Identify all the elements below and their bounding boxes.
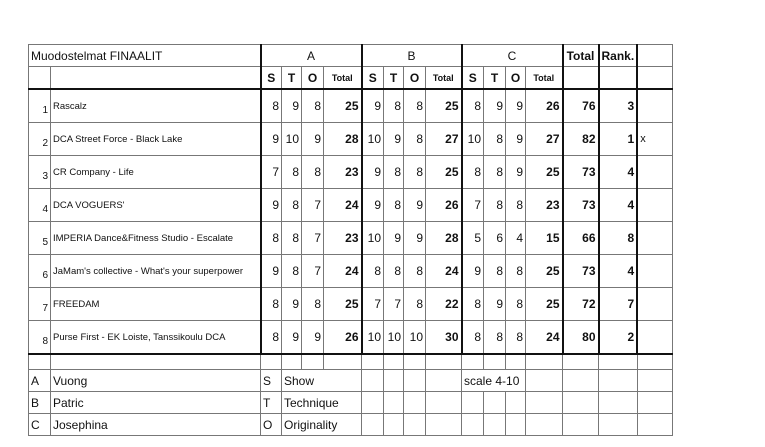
judge-b-total-score: 24 (426, 255, 462, 288)
judge-c-s-score: 7 (462, 189, 484, 222)
criterion-key: T (261, 392, 282, 414)
grand-total: 72 (563, 288, 599, 321)
judge-b-t-score: 9 (384, 123, 404, 156)
judge-c-t-score: 8 (484, 321, 506, 355)
judge-a-total-score: 28 (324, 123, 362, 156)
judge-name: Patric (51, 392, 261, 414)
rank: 2 (599, 321, 638, 355)
judge-a-total-score: 25 (324, 288, 362, 321)
judge-b-total-score: 25 (426, 156, 462, 189)
judge-b-t-score: 8 (384, 156, 404, 189)
grand-total: 73 (563, 189, 599, 222)
rank: 4 (599, 255, 638, 288)
team-name: CR Company - Life (51, 156, 261, 189)
judge-c-t-score: 8 (484, 189, 506, 222)
row-number: 3 (29, 156, 51, 189)
judge-b-total-score: 30 (426, 321, 462, 355)
mark (637, 288, 672, 321)
team-name: Purse First - EK Loiste, Tanssikoulu DCA (51, 321, 261, 355)
team-name: DCA VOGUERS' (51, 189, 261, 222)
judge-a-o-score: 8 (302, 156, 324, 189)
grand-total: 73 (563, 156, 599, 189)
judge-c-t-score: 9 (484, 288, 506, 321)
row-number: 5 (29, 222, 51, 255)
judge-b-s-score: 9 (362, 189, 384, 222)
judge-c-o-score: 9 (506, 156, 526, 189)
rank: 8 (599, 222, 638, 255)
judge-b-t-score: 10 (384, 321, 404, 355)
team-name: IMPERIA Dance&Fitness Studio - Escalate (51, 222, 261, 255)
judge-c-total-score: 26 (526, 89, 563, 123)
judge-b-s-score: 8 (362, 255, 384, 288)
sub-header-row (29, 67, 673, 90)
judge-b-s-score: 10 (362, 321, 384, 355)
judge-b-o-score: 9 (404, 222, 426, 255)
mark: x (637, 123, 672, 156)
judge-a-o-score: 8 (302, 288, 324, 321)
judge-b-o-score: 8 (404, 156, 426, 189)
judge-a-total-score: 25 (324, 89, 362, 123)
a-o: O (302, 67, 324, 90)
judge-b-o-score: 10 (404, 321, 426, 355)
scale-note: scale 4-10 (462, 370, 526, 392)
criterion-key: O (261, 414, 282, 436)
judge-a-t-score: 9 (282, 288, 302, 321)
judge-b-total-score: 25 (426, 89, 462, 123)
judge-c-total-score: 25 (526, 156, 563, 189)
grand-total: 76 (563, 89, 599, 123)
row-number: 8 (29, 321, 51, 355)
team-name: JaMam's collective - What's your superpower (51, 255, 261, 288)
judge-b-s-score: 10 (362, 123, 384, 156)
judge-a-s-score: 8 (261, 222, 282, 255)
judge-b-o-score: 9 (404, 189, 426, 222)
judge-a-o-score: 7 (302, 189, 324, 222)
c-t: T (484, 67, 506, 90)
table-row (29, 156, 673, 189)
judge-c-s-score: 8 (462, 288, 484, 321)
table-row (29, 89, 673, 123)
rank: 4 (599, 189, 638, 222)
team-name: FREEDAM (51, 288, 261, 321)
criterion-name: Show (282, 370, 362, 392)
judge-c-header: C (462, 45, 563, 67)
a-s: S (261, 67, 282, 90)
judge-b-total-score: 22 (426, 288, 462, 321)
judge-key: A (29, 370, 51, 392)
row-number: 7 (29, 288, 51, 321)
judge-b-o-score: 8 (404, 123, 426, 156)
judge-a-t-score: 9 (282, 321, 302, 355)
judge-b-total-score: 26 (426, 189, 462, 222)
judge-c-total-score: 15 (526, 222, 563, 255)
judge-c-o-score: 4 (506, 222, 526, 255)
row-number: 6 (29, 255, 51, 288)
a-t: T (282, 67, 302, 90)
judge-key: C (29, 414, 51, 436)
judge-b-o-score: 8 (404, 255, 426, 288)
judge-a-t-score: 8 (282, 156, 302, 189)
judge-c-total-score: 27 (526, 123, 563, 156)
table-row (29, 123, 673, 156)
judge-c-total-score: 25 (526, 288, 563, 321)
judge-a-s-score: 9 (261, 255, 282, 288)
team-name: Rascalz (51, 89, 261, 123)
judge-c-t-score: 8 (484, 123, 506, 156)
judge-b-t-score: 8 (384, 89, 404, 123)
judge-c-total-score: 25 (526, 255, 563, 288)
judge-a-s-score: 9 (261, 189, 282, 222)
mark (637, 156, 672, 189)
mark (637, 222, 672, 255)
judge-a-o-score: 8 (302, 89, 324, 123)
judge-b-s-score: 10 (362, 222, 384, 255)
judge-a-o-score: 9 (302, 123, 324, 156)
judge-b-s-score: 7 (362, 288, 384, 321)
judge-c-t-score: 6 (484, 222, 506, 255)
grand-total: 80 (563, 321, 599, 355)
judge-c-s-score: 10 (462, 123, 484, 156)
judge-b-t-score: 8 (384, 189, 404, 222)
judge-b-t-score: 7 (384, 288, 404, 321)
rank-header: Rank. (599, 45, 638, 67)
criterion-key: S (261, 370, 282, 392)
judge-a-total-score: 24 (324, 189, 362, 222)
c-o: O (506, 67, 526, 90)
judge-b-t-score: 9 (384, 222, 404, 255)
judge-key: B (29, 392, 51, 414)
judge-c-o-score: 8 (506, 321, 526, 355)
judge-c-s-score: 8 (462, 156, 484, 189)
row-number: 1 (29, 89, 51, 123)
judge-a-total-score: 23 (324, 156, 362, 189)
judge-b-header: B (362, 45, 462, 67)
judge-c-o-score: 8 (506, 288, 526, 321)
b-s: S (362, 67, 384, 90)
c-total: Total (526, 67, 563, 90)
judge-c-s-score: 8 (462, 89, 484, 123)
judge-c-o-score: 8 (506, 255, 526, 288)
judge-name: Vuong (51, 370, 261, 392)
judge-c-t-score: 8 (484, 156, 506, 189)
b-o: O (404, 67, 426, 90)
judge-a-header: A (261, 45, 362, 67)
judge-c-total-score: 24 (526, 321, 563, 355)
judge-b-o-score: 8 (404, 89, 426, 123)
judge-b-s-score: 9 (362, 156, 384, 189)
title-row (29, 45, 673, 67)
legend-row (29, 414, 673, 436)
judge-c-s-score: 9 (462, 255, 484, 288)
judge-b-s-score: 9 (362, 89, 384, 123)
judge-a-s-score: 9 (261, 123, 282, 156)
judge-c-t-score: 8 (484, 255, 506, 288)
judge-a-t-score: 10 (282, 123, 302, 156)
judge-b-o-score: 8 (404, 288, 426, 321)
criterion-name: Technique (282, 392, 362, 414)
judge-a-s-score: 7 (261, 156, 282, 189)
judge-a-total-score: 23 (324, 222, 362, 255)
b-t: T (384, 67, 404, 90)
judge-a-s-score: 8 (261, 288, 282, 321)
judge-a-s-score: 8 (261, 321, 282, 355)
grand-total: 82 (563, 123, 599, 156)
grand-total: 73 (563, 255, 599, 288)
judge-a-t-score: 8 (282, 255, 302, 288)
judge-b-t-score: 8 (384, 255, 404, 288)
mark (637, 89, 672, 123)
judge-b-total-score: 27 (426, 123, 462, 156)
table-row (29, 255, 673, 288)
team-name: DCA Street Force - Black Lake (51, 123, 261, 156)
results-table (28, 44, 673, 436)
total-header: Total (563, 45, 599, 67)
row-number: 4 (29, 189, 51, 222)
judge-a-t-score: 9 (282, 89, 302, 123)
mark (637, 189, 672, 222)
rank: 3 (599, 89, 638, 123)
judge-name: Josephina (51, 414, 261, 436)
legend-row (29, 392, 673, 414)
mark (637, 321, 672, 355)
judge-a-s-score: 8 (261, 89, 282, 123)
table-row (29, 189, 673, 222)
table-row (29, 288, 673, 321)
criterion-name: Originality (282, 414, 362, 436)
rank: 4 (599, 156, 638, 189)
judge-c-t-score: 9 (484, 89, 506, 123)
judge-a-t-score: 8 (282, 189, 302, 222)
table-row (29, 321, 673, 355)
rank: 1 (599, 123, 638, 156)
judge-c-s-score: 5 (462, 222, 484, 255)
judge-c-total-score: 23 (526, 189, 563, 222)
judge-c-s-score: 8 (462, 321, 484, 355)
judge-c-o-score: 9 (506, 89, 526, 123)
judge-a-o-score: 9 (302, 321, 324, 355)
rank: 7 (599, 288, 638, 321)
b-total: Total (426, 67, 462, 90)
row-number: 2 (29, 123, 51, 156)
judge-a-t-score: 8 (282, 222, 302, 255)
a-total: Total (324, 67, 362, 90)
sheet-title: Muodostelmat FINAALIT (29, 45, 261, 67)
judge-c-o-score: 8 (506, 189, 526, 222)
c-s: S (462, 67, 484, 90)
judge-b-total-score: 28 (426, 222, 462, 255)
grand-total: 66 (563, 222, 599, 255)
judge-a-o-score: 7 (302, 222, 324, 255)
legend-row (29, 370, 673, 392)
judge-a-total-score: 24 (324, 255, 362, 288)
mark (637, 255, 672, 288)
table-row (29, 222, 673, 255)
judge-c-o-score: 9 (506, 123, 526, 156)
judge-a-o-score: 7 (302, 255, 324, 288)
judge-a-total-score: 26 (324, 321, 362, 355)
